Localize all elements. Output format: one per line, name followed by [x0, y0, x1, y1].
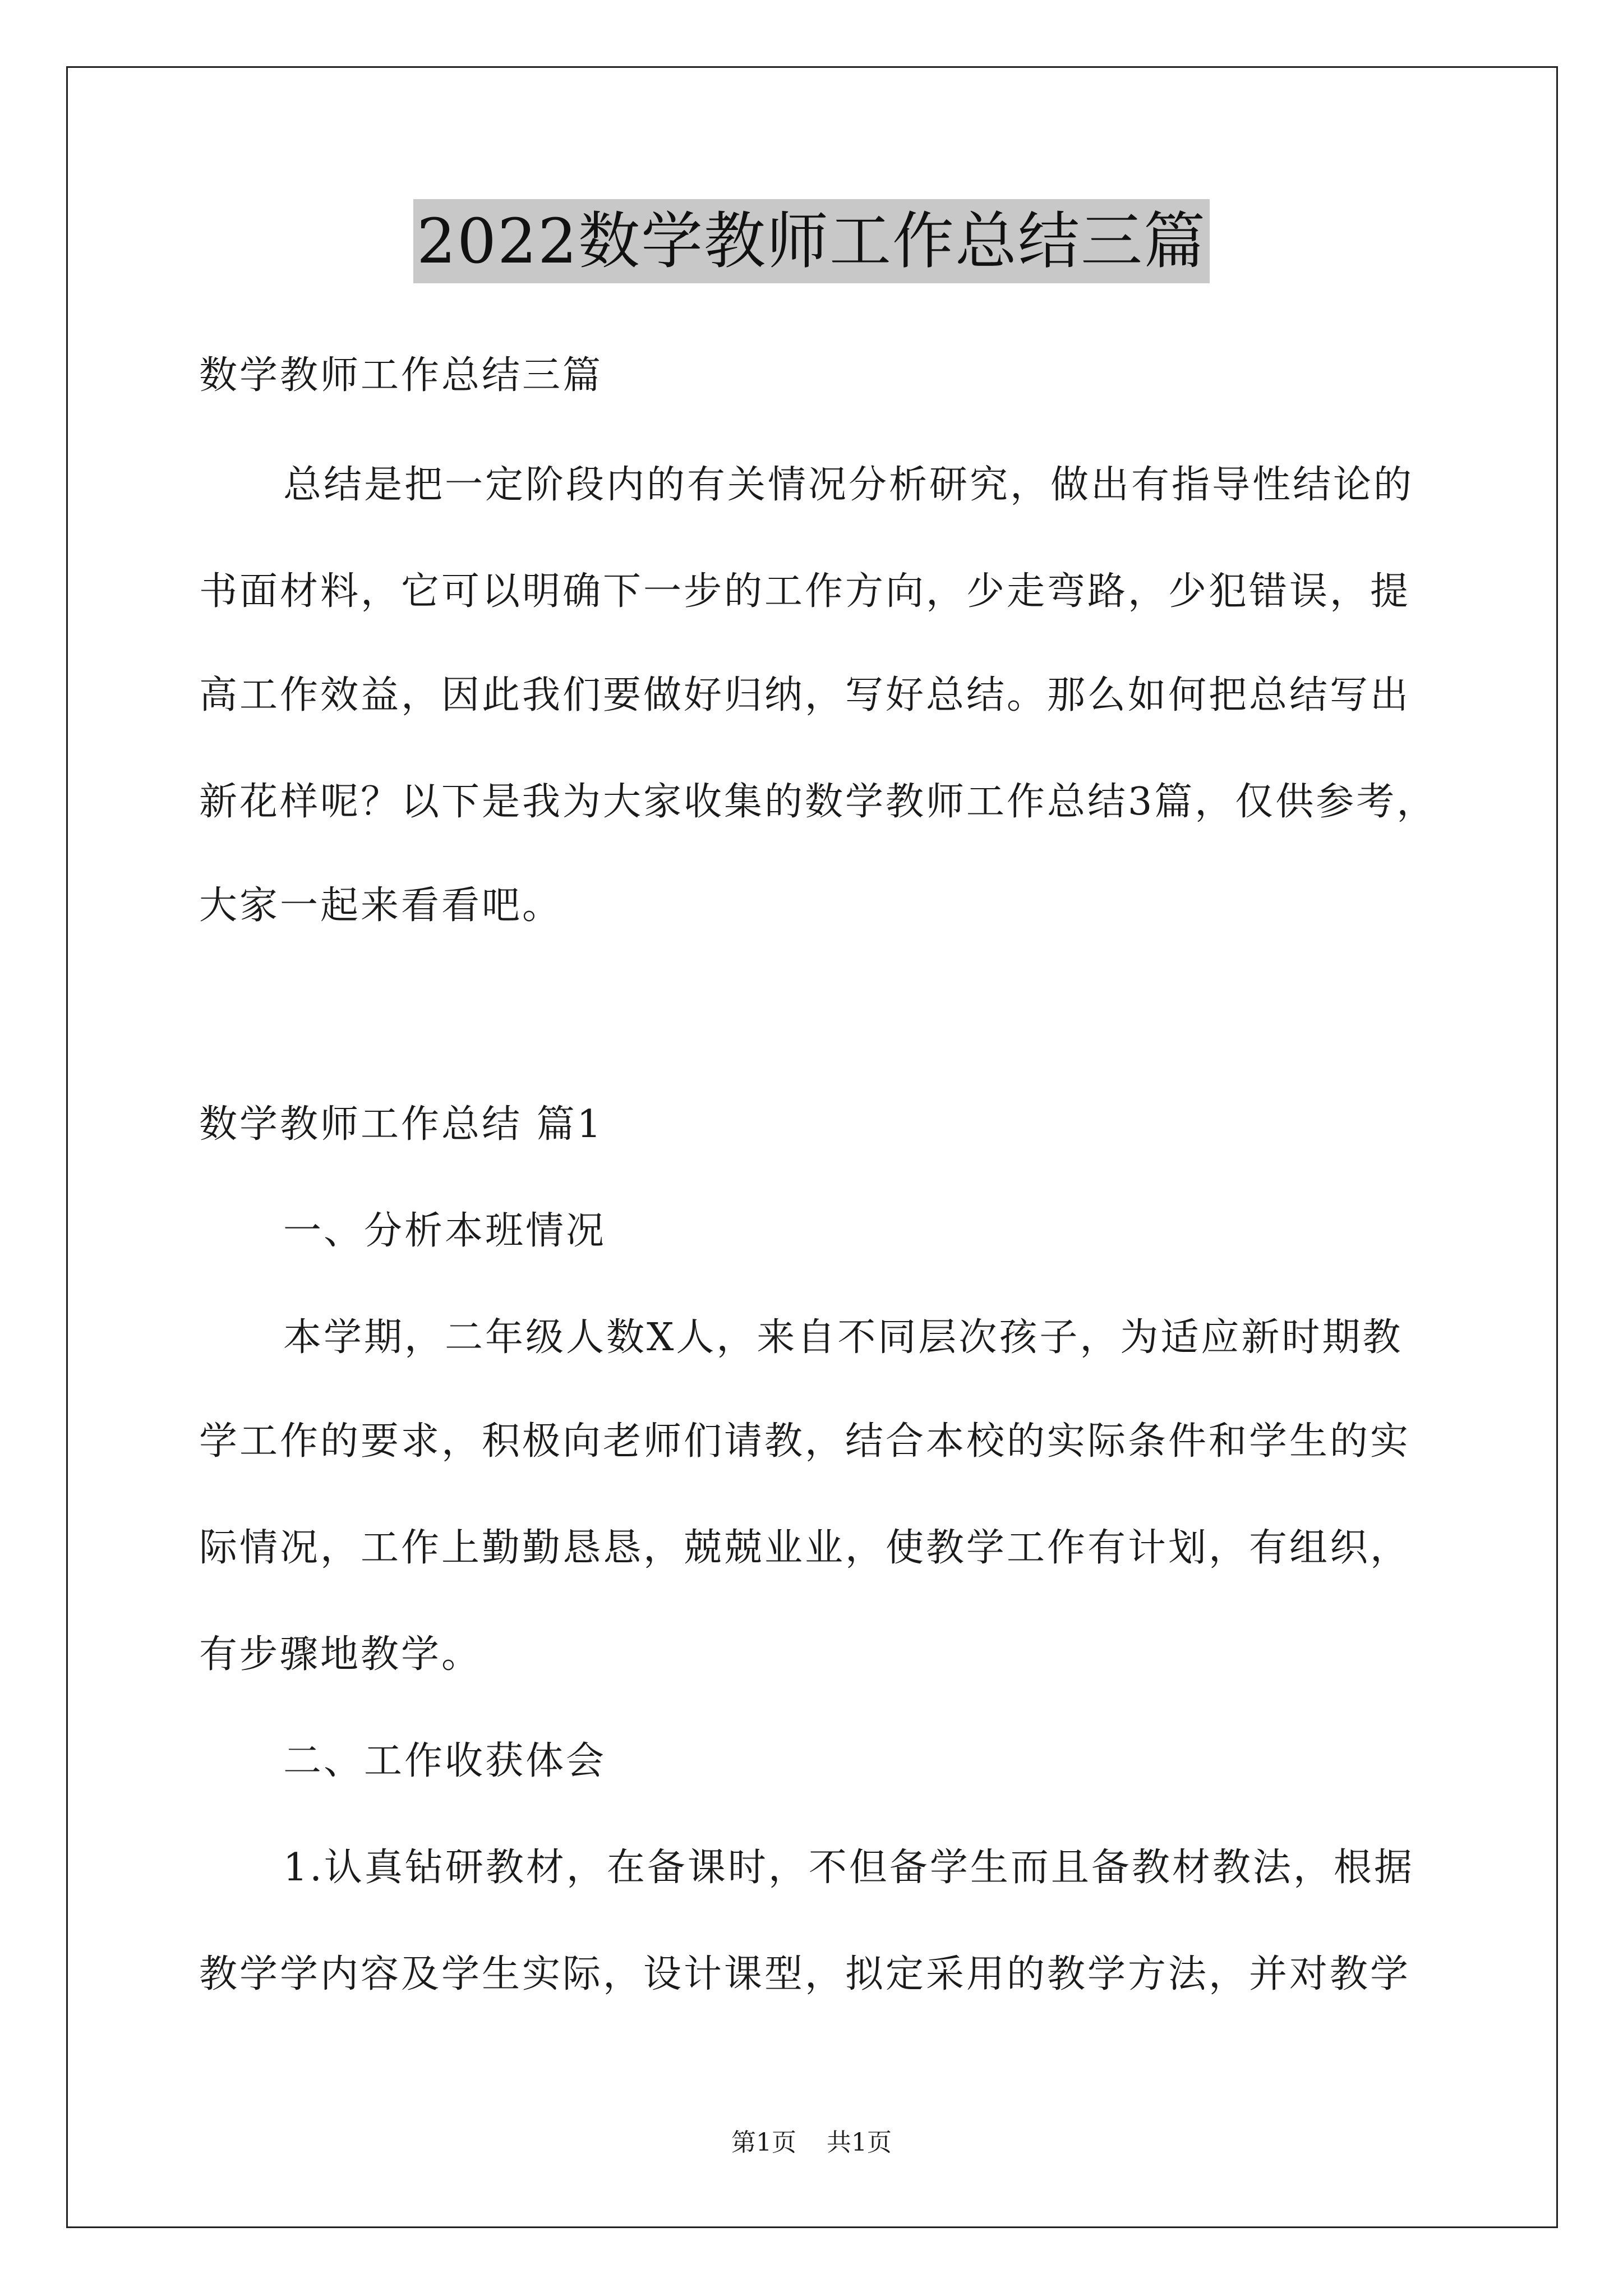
page-total: 共1页	[827, 2128, 892, 2157]
page-footer	[0, 2126, 1623, 2160]
page-number: 第1页	[731, 2128, 796, 2157]
intro-line-1: 总结是把一定阶段内的有关情况分析研究，做出有指导性结论的	[283, 463, 1414, 507]
part1-line-3: 际情况，工作上勤勤恳恳，兢兢业业，使教学工作有计划，有组织，	[199, 1526, 1411, 1570]
part1-heading: 一、分析本班情况	[283, 1209, 607, 1253]
part2-line-1: 1.认真钻研教材，在备课时，不但备学生而且备教材教法，根据	[283, 1846, 1414, 1890]
intro-line-2: 书面材料，它可以明确下一步的工作方向，少走弯路，少犯错误，提	[199, 569, 1411, 614]
document-title: 2022数学教师工作总结三篇	[413, 199, 1210, 283]
intro-line-4: 新花样呢？以下是我为大家收集的数学教师工作总结3篇，仅供参考，	[199, 780, 1437, 824]
title-wrap	[0, 199, 1623, 283]
section-heading: 数学教师工作总结 篇1	[199, 1102, 603, 1147]
part2-line-2: 教学学内容及学生实际，设计课型，拟定采用的教学方法，并对教学	[199, 1952, 1411, 1996]
intro-line-3: 高工作效益，因此我们要做好归纳，写好总结。那么如何把总结写出	[199, 673, 1411, 717]
intro-line-5: 大家一起来看看吧。	[199, 884, 563, 928]
part1-line-1: 本学期，二年级人数X人，来自不同层次孩子，为适应新时期教	[283, 1315, 1403, 1360]
part1-line-2: 学工作的要求，积极向老师们请教，结合本校的实际条件和学生的实	[199, 1419, 1411, 1464]
document-subtitle: 数学教师工作总结三篇	[199, 353, 603, 398]
part1-line-4: 有步骤地教学。	[199, 1632, 482, 1677]
part2-heading: 二、工作收获体会	[283, 1739, 607, 1783]
